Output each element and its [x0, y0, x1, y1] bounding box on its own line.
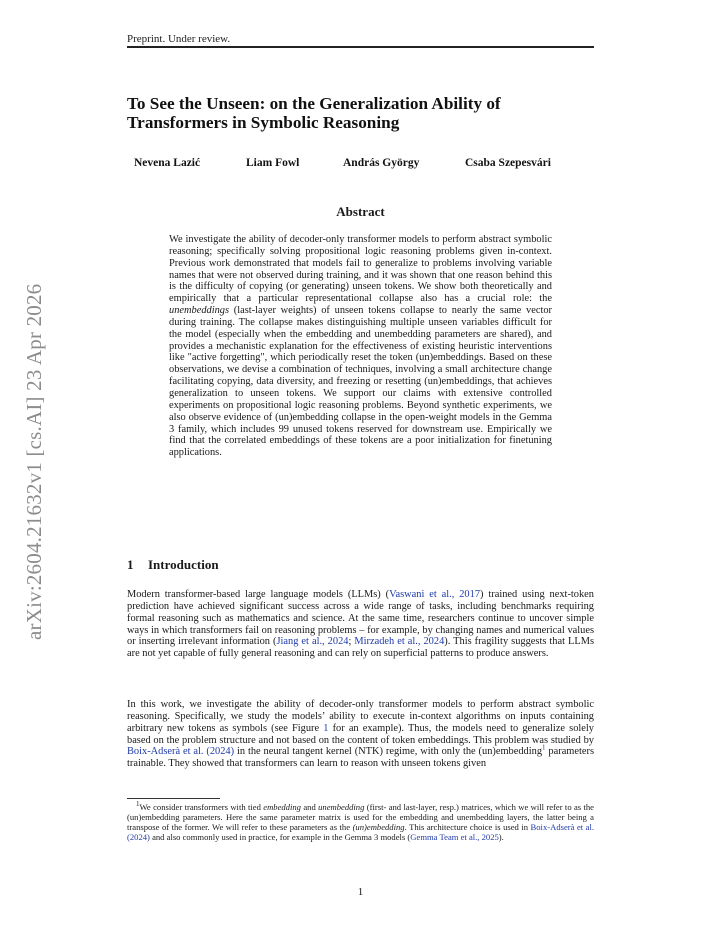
footnote-text: . This architecture choice is used in: [404, 822, 531, 832]
footnote-text: We consider transformers with tied: [139, 802, 264, 812]
author-name: Nevena Lazić: [134, 157, 201, 169]
author-name: András György: [343, 157, 420, 169]
footnote-text: ).: [498, 832, 504, 842]
intro-paragraph-1: [127, 589, 594, 660]
body-text: for an example). Thus, the models need to generalize solely based on the problem structure and not based on the content of token embeddings. This problem was studied by: [127, 722, 594, 746]
author-name: Csaba Szepesvári: [465, 157, 551, 169]
footnote-text: (first- and last-layer, resp.) matrices, which we will refer to as the (un)embedding parameters. Here the same parameter matrix is used for the embedding and unembedding layers, the latter being a transpose of the former. We will refer to these parameters as the: [127, 802, 594, 832]
section-number: 1: [127, 557, 134, 572]
footnote-emphasis: embedding: [263, 802, 301, 812]
citation-link[interactable]: Boix-Adserà et al. (2024): [127, 746, 235, 758]
citation-link[interactable]: Boix-Adserà et al. (2024): [127, 822, 595, 842]
abstract-emphasis: unembeddings: [169, 305, 230, 317]
abstract-text: We investigate the ability of decoder-only transformer models to perform abstract symbolic reasoning; specifically solving propositional logic reasoning problems given in-context. Previous work demonstrated that models fail to generalize to problems involving variable names that were not observed during training, and it was shown that one reason behind this is the difficulty of copying (or generating) unseen tokens. We show both theoretically and empirically that a particular representational collapse also has a crucial role: the: [169, 234, 552, 305]
footnote-text: and: [300, 802, 319, 812]
citation-link[interactable]: Gemma Team et al., 2025: [410, 832, 499, 842]
footnote-rule: [127, 798, 220, 799]
paper-title: To See the Unseen: on the Generalization Ability of Transformers in Symbolic Reasoning: [127, 94, 501, 132]
citation-link[interactable]: Mirzadeh et al., 2024: [354, 636, 445, 648]
footnote-marker-link[interactable]: 1: [542, 743, 546, 752]
footnote-emphasis: unembedding: [318, 802, 365, 812]
header-rule: [127, 46, 594, 48]
citation-link[interactable]: Vaswani et al., 2017: [389, 589, 481, 600]
body-text: parameters trainable. They showed that transformers can learn to reason with unseen tokens given: [127, 746, 594, 770]
body-text: ;: [348, 636, 355, 648]
section-heading: [127, 557, 594, 573]
body-text: ) trained using next-token prediction have achieved significant success across a wide range of tasks, including benchmarks requiring formal reasoning such as mathematics and science. At the same time, researchers continue to uncover simple ways in which transformers fail on reasoning problems – for example, by changing names and numerical values or inserting irrelevant information (: [127, 589, 594, 648]
body-text: in the neural tangent kernel (NTK) regime, with only the (un)embedding: [234, 746, 543, 758]
footnote-emphasis: (un)embedding: [352, 822, 405, 832]
footnote: [127, 802, 594, 842]
page-number: 1: [357, 886, 364, 898]
body-text: ). This fragility suggests that LLMs are not yet capable of fully general reasoning and can rely on superficial patterns to produce answers.: [127, 636, 594, 660]
abstract-body: [169, 234, 552, 459]
footnote-text: and also commonly used in practice, for example in the Gemma 3 models (: [149, 832, 411, 842]
body-text: Modern transformer-based large language models (LLMs) (: [127, 589, 390, 600]
intro-paragraph-2: [127, 699, 594, 770]
author-name: Liam Fowl: [246, 157, 300, 169]
arxiv-identifier: arXiv:2604.21632v1 [cs.AI] 23 Apr 2026: [22, 283, 46, 640]
citation-link[interactable]: Jiang et al., 2024: [276, 636, 349, 648]
footnote-number: 1: [136, 800, 140, 809]
body-text: In this work, we investigate the ability of decoder-only transformer models to perform abstract symbolic reasoning. Specifically, we study the models’ ability to execute in-context algorithms on inputs containing arbitrary new tokens as symbols (see Figure: [127, 699, 594, 734]
running-header: Preprint. Under review.: [127, 33, 231, 45]
abstract-heading: Abstract: [336, 204, 385, 219]
abstract-text: (last-layer weights) of unseen tokens collapse to nearly the same vector during training. The collapse makes distinguishing multiple unseen variables difficult for the model (especially when the embedding and unembedding parameters are shared), and provides a mechanistic explanation for the effectiveness of existing heuristic interventions like "active forgetting", which periodically reset the token (un)embeddings. Based on these observations, we devise a combination of techniques, involving a small architecture change facilitating copying, data diversity, and freezing or resetting (un)embeddings, that achieves generalization to unseen tokens. We support our claims with extensive controlled experiments on propositional logic reasoning problems. Beyond synthetic experiments, we also observe evidence of (un)embedding collapse in the open-weight models in the Gemma 3 family, which includes 99 unused tokens reserved for downstream use. Empirically we find that the correlated embeddings of these tokens are a poor initialization for finetuning applications.: [169, 305, 552, 459]
section-title: Introduction: [148, 557, 219, 572]
figure-reference-link[interactable]: 1: [323, 722, 329, 734]
